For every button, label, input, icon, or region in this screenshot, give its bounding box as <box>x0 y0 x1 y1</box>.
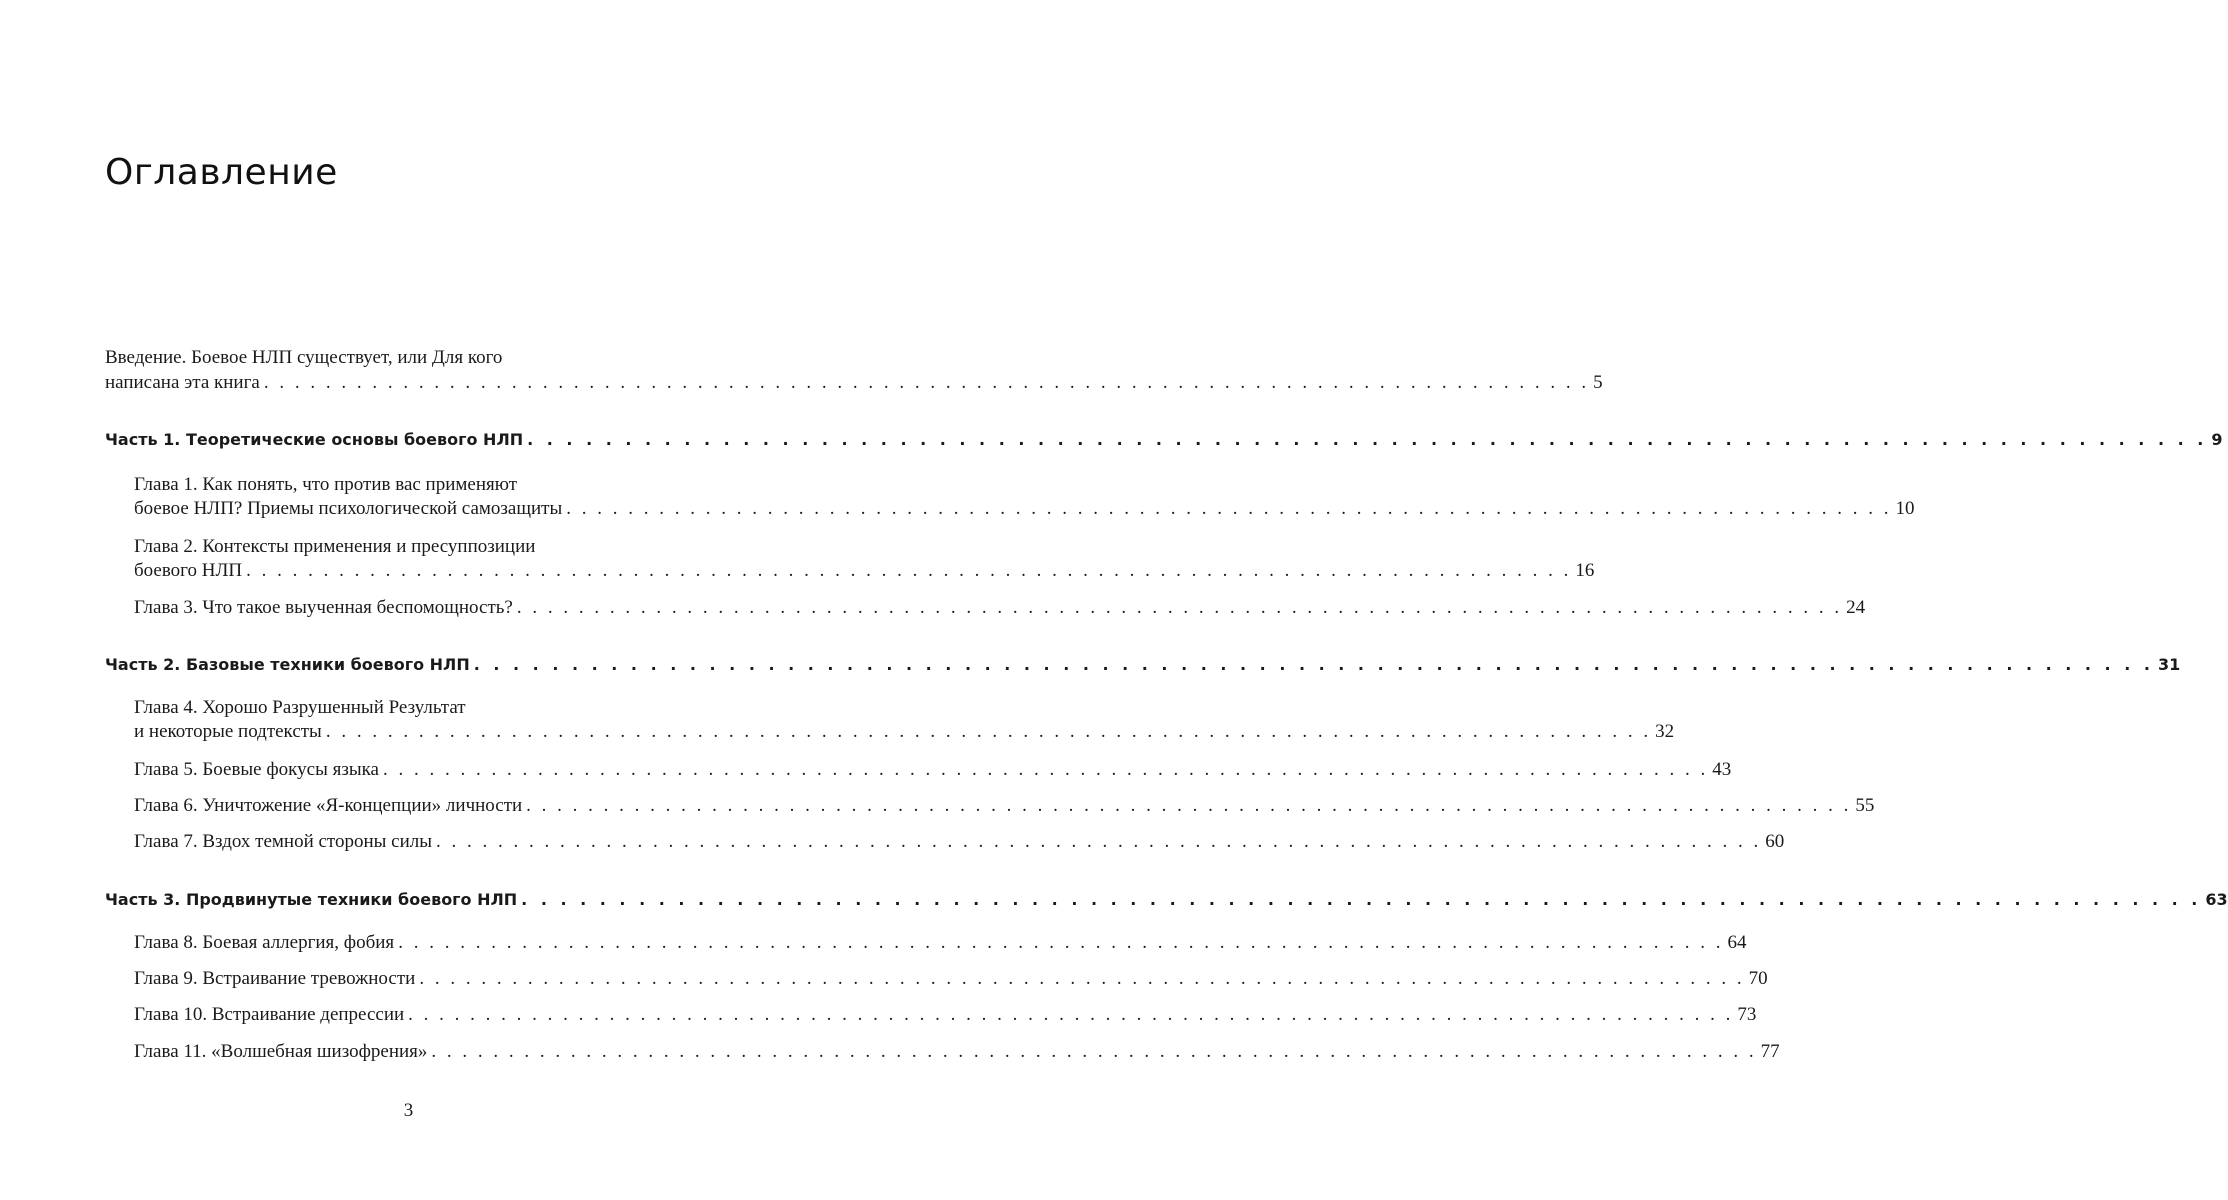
dot-leader: . . . . . . . . . . . . . . . . . . . . . . . . . . . . . . . . . . . . . . . . . . . . . . . . . . . . . . . . . . . . . . . . . . . . . . . . . . . . . . . . . . . . . . <box>246 560 1572 581</box>
part-title: Часть 3. Продвинутые техники боевого НЛП <box>105 890 518 909</box>
entry-title-line: Глава 10. Встраивание депрессии <box>134 1004 405 1025</box>
page-folio: 3 <box>403 1100 414 1121</box>
page-number: 5 <box>1593 372 1603 393</box>
part-title: Часть 1. Теоретические основы боевого НЛП <box>105 430 524 449</box>
dot-leader: . . . . . . . . . . . . . . . . . . . . . . . . . . . . . . . . . . . . . . . . . . . . . . . . . . . . . . . . . . . . . . . . . . . . . . . . . . . . . . . . . . . . . . <box>527 430 2208 449</box>
dot-leader: . . . . . . . . . . . . . . . . . . . . . . . . . . . . . . . . . . . . . . . . . . . . . . . . . . . . . . . . . . . . . . . . . . . . . . . . . . . . . . . . . . . . . . <box>473 655 2154 674</box>
page-number: 9 <box>2211 430 2223 449</box>
entry-title-line: Глава 6. Уничтожение «Я-концепции» личности <box>134 795 523 816</box>
entry-title-line: и некоторые подтексты <box>134 721 322 742</box>
dot-leader: . . . . . . . . . . . . . . . . . . . . . . . . . . . . . . . . . . . . . . . . . . . . . . . . . . . . . . . . . . . . . . . . . . . . . . . . . . . . . . . . . . . . . . <box>408 1004 1734 1025</box>
part-title: Часть 2. Базовые техники боевого НЛП <box>105 655 470 674</box>
page-number: 31 <box>2157 655 2181 674</box>
dot-leader: . . . . . . . . . . . . . . . . . . . . . . . . . . . . . . . . . . . . . . . . . . . . . . . . . . . . . . . . . . . . . . . . . . . . . . . . . . . . . . . . . . . . . . <box>325 721 1652 742</box>
entry-title-line: Глава 3. Что такое выученная беспомощность? <box>134 597 513 618</box>
entry-title-line: боевое НЛП? Приемы психологической самозащиты <box>134 498 563 519</box>
page-number: 63 <box>2205 890 2228 909</box>
dot-leader: . . . . . . . . . . . . . . . . . . . . . . . . . . . . . . . . . . . . . . . . . . . . . . . . . . . . . . . . . . . . . . . . . . . . . . . . . . . . . . . . . . . . . . <box>516 597 1843 618</box>
page-number: 24 <box>1846 597 1866 618</box>
dot-leader: . . . . . . . . . . . . . . . . . . . . . . . . . . . . . . . . . . . . . . . . . . . . . . . . . . . . . . . . . . . . . . . . . . . . . . . . . . . . . . . . . . . . . . <box>436 831 1762 852</box>
entry-title-line: Глава 2. Контексты применения и пресуппозиции <box>134 536 536 557</box>
dot-leader: . . . . . . . . . . . . . . . . . . . . . . . . . . . . . . . . . . . . . . . . . . . . . . . . . . . . . . . . . . . . . . . . . . . . . . . . . . . . . . . . . . . . . . <box>398 932 1724 953</box>
page-number: 70 <box>1748 968 1768 989</box>
entry-title-line: Глава 9. Встраивание тревожности <box>134 968 416 989</box>
entry-title-line: Глава 1. Как понять, что против вас применяют <box>134 474 518 495</box>
page-number: 64 <box>1727 932 1747 953</box>
page-number: 43 <box>1712 759 1732 780</box>
page-title: Оглавление <box>105 152 338 193</box>
page-number: 60 <box>1765 831 1785 852</box>
page-number: 77 <box>1760 1041 1780 1062</box>
entry-title-line: Глава 7. Вздох темной стороны силы <box>134 831 433 852</box>
entry-title-line: боевого НЛП <box>134 560 243 581</box>
entry-title-line: Глава 8. Боевая аллергия, фобия <box>134 932 395 953</box>
page-number: 32 <box>1655 721 1675 742</box>
entry-title-line: Глава 5. Боевые фокусы языка <box>134 759 379 780</box>
entry-title-line: Глава 11. «Волшебная шизофрения» <box>134 1041 428 1062</box>
dot-leader: . . . . . . . . . . . . . . . . . . . . . . . . . . . . . . . . . . . . . . . . . . . . . . . . . . . . . . . . . . . . . . . . . . . . . . . . . . . . . . . . . . . . . . <box>263 372 1590 393</box>
dot-leader: . . . . . . . . . . . . . . . . . . . . . . . . . . . . . . . . . . . . . . . . . . . . . . . . . . . . . . . . . . . . . . . . . . . . . . . . . . . . . . . . . . . . . . <box>419 968 1745 989</box>
dot-leader: . . . . . . . . . . . . . . . . . . . . . . . . . . . . . . . . . . . . . . . . . . . . . . . . . . . . . . . . . . . . . . . . . . . . . . . . . . . . . . . . . . . . . . <box>382 759 1709 780</box>
dot-leader: . . . . . . . . . . . . . . . . . . . . . . . . . . . . . . . . . . . . . . . . . . . . . . . . . . . . . . . . . . . . . . . . . . . . . . . . . . . . . . . . . . . . . . <box>521 890 2202 909</box>
page-number: 55 <box>1855 795 1875 816</box>
entry-title-line: Введение. Боевое НЛП существует, или Для кого <box>105 347 503 368</box>
page-number: 73 <box>1737 1004 1757 1025</box>
dot-leader: . . . . . . . . . . . . . . . . . . . . . . . . . . . . . . . . . . . . . . . . . . . . . . . . . . . . . . . . . . . . . . . . . . . . . . . . . . . . . . . . . . . . . . <box>566 498 1892 519</box>
page-number: 16 <box>1575 560 1595 581</box>
dot-leader: . . . . . . . . . . . . . . . . . . . . . . . . . . . . . . . . . . . . . . . . . . . . . . . . . . . . . . . . . . . . . . . . . . . . . . . . . . . . . . . . . . . . . . <box>526 795 1852 816</box>
dot-leader: . . . . . . . . . . . . . . . . . . . . . . . . . . . . . . . . . . . . . . . . . . . . . . . . . . . . . . . . . . . . . . . . . . . . . . . . . . . . . . . . . . . . . . <box>431 1041 1757 1062</box>
entry-title-line: написана эта книга <box>105 372 260 393</box>
entry-title-line: Глава 4. Хорошо Разрушенный Результат <box>134 697 466 718</box>
page-number: 10 <box>1895 498 1915 519</box>
